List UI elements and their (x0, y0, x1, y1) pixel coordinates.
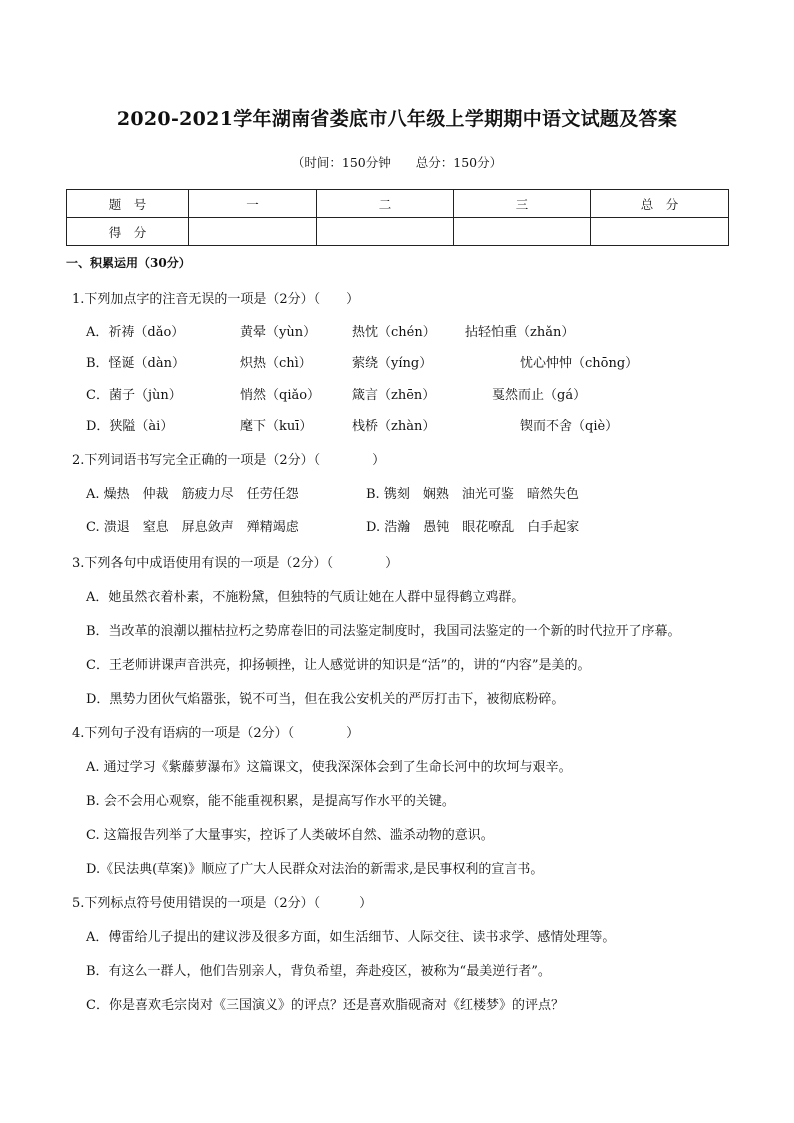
q4-option: A. 通过学习《紫藤萝瀑布》这篇课文，使我深深体会到了生命长河中的坎坷与艰辛。 (86, 760, 572, 775)
score-header-cell: 一 (189, 190, 317, 218)
q5-option: B．有这么一群人，他们告别亲人，背负希望，奔赴疫区，被称为“最美逆行者”。 (86, 964, 551, 979)
q1-option-cell: A．祈祷（dǎo） (86, 325, 185, 340)
score-blank-cell (591, 218, 729, 246)
question-3-stem: 3.下列各句中成语使用有误的一项是（2分）（ ） (72, 556, 399, 571)
exam-time-info: （时间：150分钟 总分：150分） (291, 155, 503, 170)
score-table-header-row (67, 190, 729, 218)
q2-option: B. 镌刻 娴熟 油光可鉴 暗然失色 (366, 487, 579, 502)
q4-option: C. 这篇报告列举了大量事实，控诉了人类破坏自然、滥杀动物的意识。 (86, 828, 494, 843)
q1-option-cell: 炽热（chì） (240, 356, 312, 371)
q1-option-cell: 悄然（qiǎo） (240, 388, 321, 403)
score-label-cell: 得 分 (67, 218, 189, 246)
page-title: 2020-2021学年湖南省娄底市八年级上学期期中语文试题及答案 (116, 108, 678, 130)
score-header-cell: 二 (317, 190, 454, 218)
q2-option: D. 浩瀚 愚钝 眼花嘹乱 白手起家 (366, 520, 580, 535)
score-blank-cell (189, 218, 317, 246)
q1-option-cell: B．怪诞（dàn） (86, 356, 185, 371)
q1-option-cell: 萦绕（yíng） (352, 356, 433, 371)
q1-option-cell: 黄晕（yùn） (240, 325, 317, 340)
q4-option: B. 会不会用心观察，能不能重视积累，是提高写作水平的关键。 (86, 794, 455, 809)
score-header-cell: 三 (454, 190, 591, 218)
q1-option-cell: 拈轻怕重（zhǎn） (465, 325, 575, 340)
q3-option: A．她虽然衣着朴素，不施粉黛，但独特的气质让她在人群中显得鹤立鸡群。 (86, 590, 525, 605)
q3-option: D．黑势力团伙气焰嚣张，锐不可当，但在我公安机关的严厉打击下，被彻底粉碎。 (86, 692, 565, 707)
q1-option-cell: D．狭隘（ài） (86, 419, 174, 434)
question-1-stem: 1.下列加点字的注音无误的一项是（2分）（ ） (72, 292, 360, 307)
q1-option-cell: 锲而不舍（qiè） (520, 419, 619, 434)
score-blank-cell (454, 218, 591, 246)
q4-option: D.《民法典(草案)》顺应了广大人民群众对法治的新需求,是民事权利的宣言书。 (86, 862, 544, 877)
q2-option: C. 溃退 窒息 屏息敛声 殚精竭虑 (86, 520, 299, 535)
question-4-stem: 4.下列句子没有语病的一项是（2分）（ ） (72, 726, 360, 741)
score-blank-cell (317, 218, 454, 246)
q3-option: C．王老师讲课声音洪亮，抑扬顿挫，让人感觉讲的知识是“活”的，讲的“内容”是美的。 (86, 658, 591, 673)
score-header-cell: 题 号 (67, 190, 189, 218)
q1-option-cell: 热忱（chén） (352, 325, 436, 340)
question-5-stem: 5.下列标点符号使用错误的一项是（2分）（ ） (72, 896, 373, 911)
q5-option: C．你是喜欢毛宗岗对《三国演义》的评点？还是喜欢脂砚斋对《红楼梦》的评点？ (86, 998, 564, 1013)
section-heading: 一、积累运用（30分） (66, 256, 191, 270)
score-table-score-row (67, 218, 729, 246)
q2-option: A. 燥热 仲裁 筋疲力尽 任劳任怨 (86, 487, 299, 502)
score-table (66, 189, 729, 246)
q1-option-cell: 麾下（kuī） (240, 419, 313, 434)
q1-option-cell: 忧心忡忡（chōng） (520, 356, 639, 371)
score-header-cell: 总 分 (591, 190, 729, 218)
q1-option-cell: 戛然而止（gá） (492, 388, 587, 403)
q1-option-cell: C．菌子（jùn） (86, 388, 182, 403)
q1-option-cell: 栈桥（zhàn） (352, 419, 436, 434)
q3-option: B．当改革的浪潮以摧枯拉朽之势席卷旧的司法鉴定制度时，我国司法鉴定的一个新的时代拉开了序幕。 (86, 624, 681, 639)
question-2-stem: 2.下列词语书写完全正确的一项是（2分）（ ） (72, 453, 386, 468)
q5-option: A．傅雷给儿子提出的建议涉及很多方面，如生活细节、人际交往、读书求学、感情处理等。 (86, 930, 616, 945)
q1-option-cell: 箴言（zhēn） (352, 388, 436, 403)
